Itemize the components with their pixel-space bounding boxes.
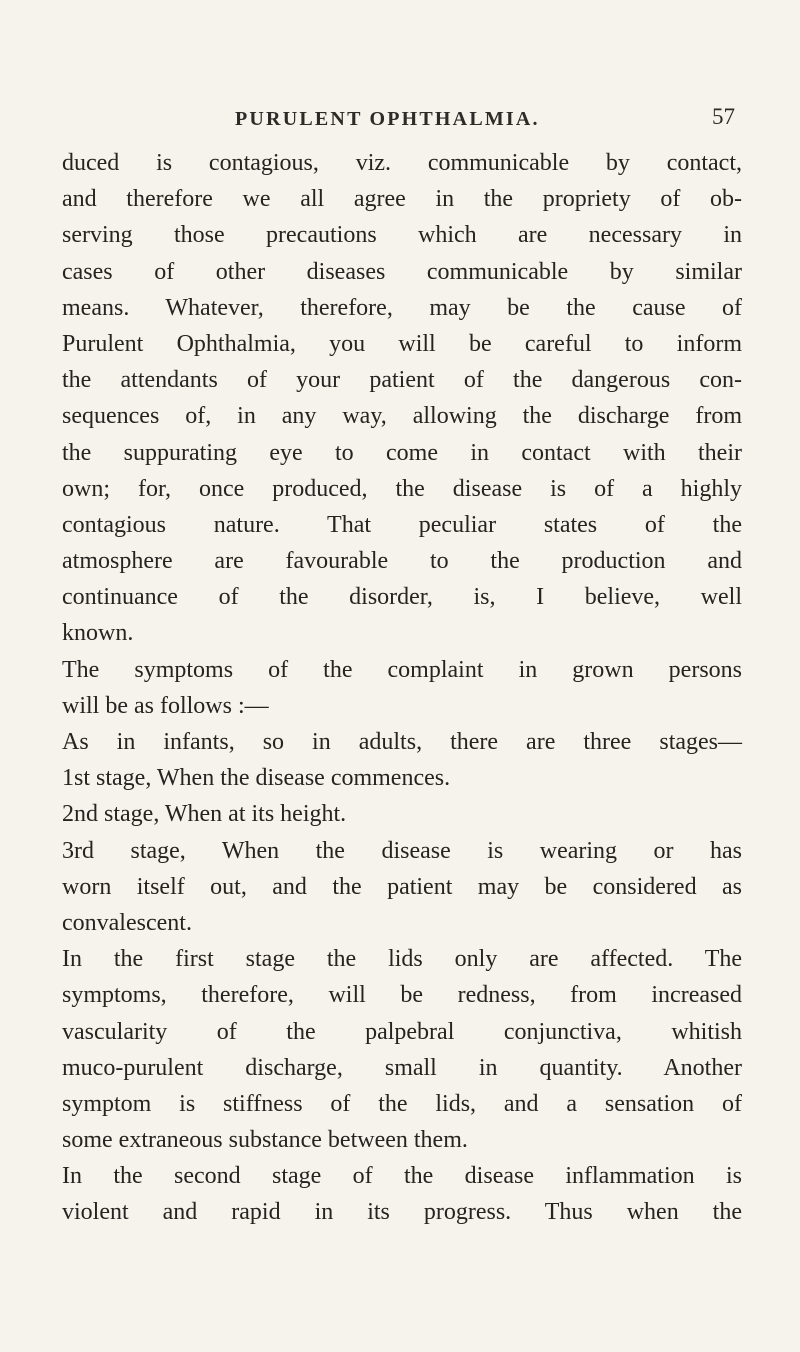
text-line: will be as follows :— xyxy=(62,692,269,719)
text-line: the suppurating eye to come in contact with their xyxy=(62,439,742,466)
text-line: convalescent. xyxy=(62,909,192,936)
text-line: The symptoms of the complaint in grown persons xyxy=(62,656,742,683)
text-line: atmosphere are favourable to the production and xyxy=(62,548,742,575)
text-line: sequences of, in any way, allowing the discharge from xyxy=(62,403,742,430)
text-line: 2nd stage, When at its height. xyxy=(62,801,347,828)
text-line: duced is contagious, viz. communicable by contact, xyxy=(62,150,742,176)
page-number: 57 xyxy=(712,104,735,129)
text-line: known. xyxy=(62,620,134,647)
text-line: Purulent Ophthalmia, you will be careful to inform xyxy=(62,330,742,357)
text-line: some extraneous substance between them. xyxy=(62,1127,468,1154)
text-line: symptoms, therefore, will be redness, from increased xyxy=(62,982,742,1009)
text-line: In the second stage of the disease inflammation is xyxy=(62,1163,742,1190)
text-line: worn itself out, and the patient may be considered as xyxy=(62,873,742,900)
text-line: vascularity of the palpebral conjunctiva, whitish xyxy=(62,1018,742,1045)
text-line: continuance of the disorder, is, I believe, well xyxy=(62,584,742,611)
text-line: means. Whatever, therefore, may be the cause of xyxy=(62,294,742,321)
text-line: contagious nature. That peculiar states of the xyxy=(62,511,742,538)
body-text xyxy=(62,145,742,1231)
text-line: serving those precautions which are necessary in xyxy=(62,222,742,249)
text-line: As in infants, so in adults, there are three stages— xyxy=(62,729,742,755)
text-line: cases of other diseases communicable by similar xyxy=(62,258,742,285)
text-line: In the first stage the lids only are affected. The xyxy=(62,946,742,973)
text-line: 3rd stage, When the disease is wearing or has xyxy=(62,837,742,864)
text-line: own; for, once produced, the disease is of a highly xyxy=(62,475,742,502)
text-line: the attendants of your patient of the dangerous con- xyxy=(62,367,742,394)
text-line: and therefore we all agree in the propriety of ob- xyxy=(62,186,742,213)
text-line: violent and rapid in its progress. Thus when the xyxy=(62,1199,742,1226)
running-head xyxy=(235,104,735,138)
text-line: symptom is stiffness of the lids, and a sensation of xyxy=(62,1090,742,1117)
text-line: 1st stage, When the disease commences. xyxy=(62,765,451,792)
text-line: muco-purulent discharge, small in quantity. Another xyxy=(62,1054,742,1081)
running-head-title: PURULENT OPHTHALMIA. xyxy=(235,108,540,130)
